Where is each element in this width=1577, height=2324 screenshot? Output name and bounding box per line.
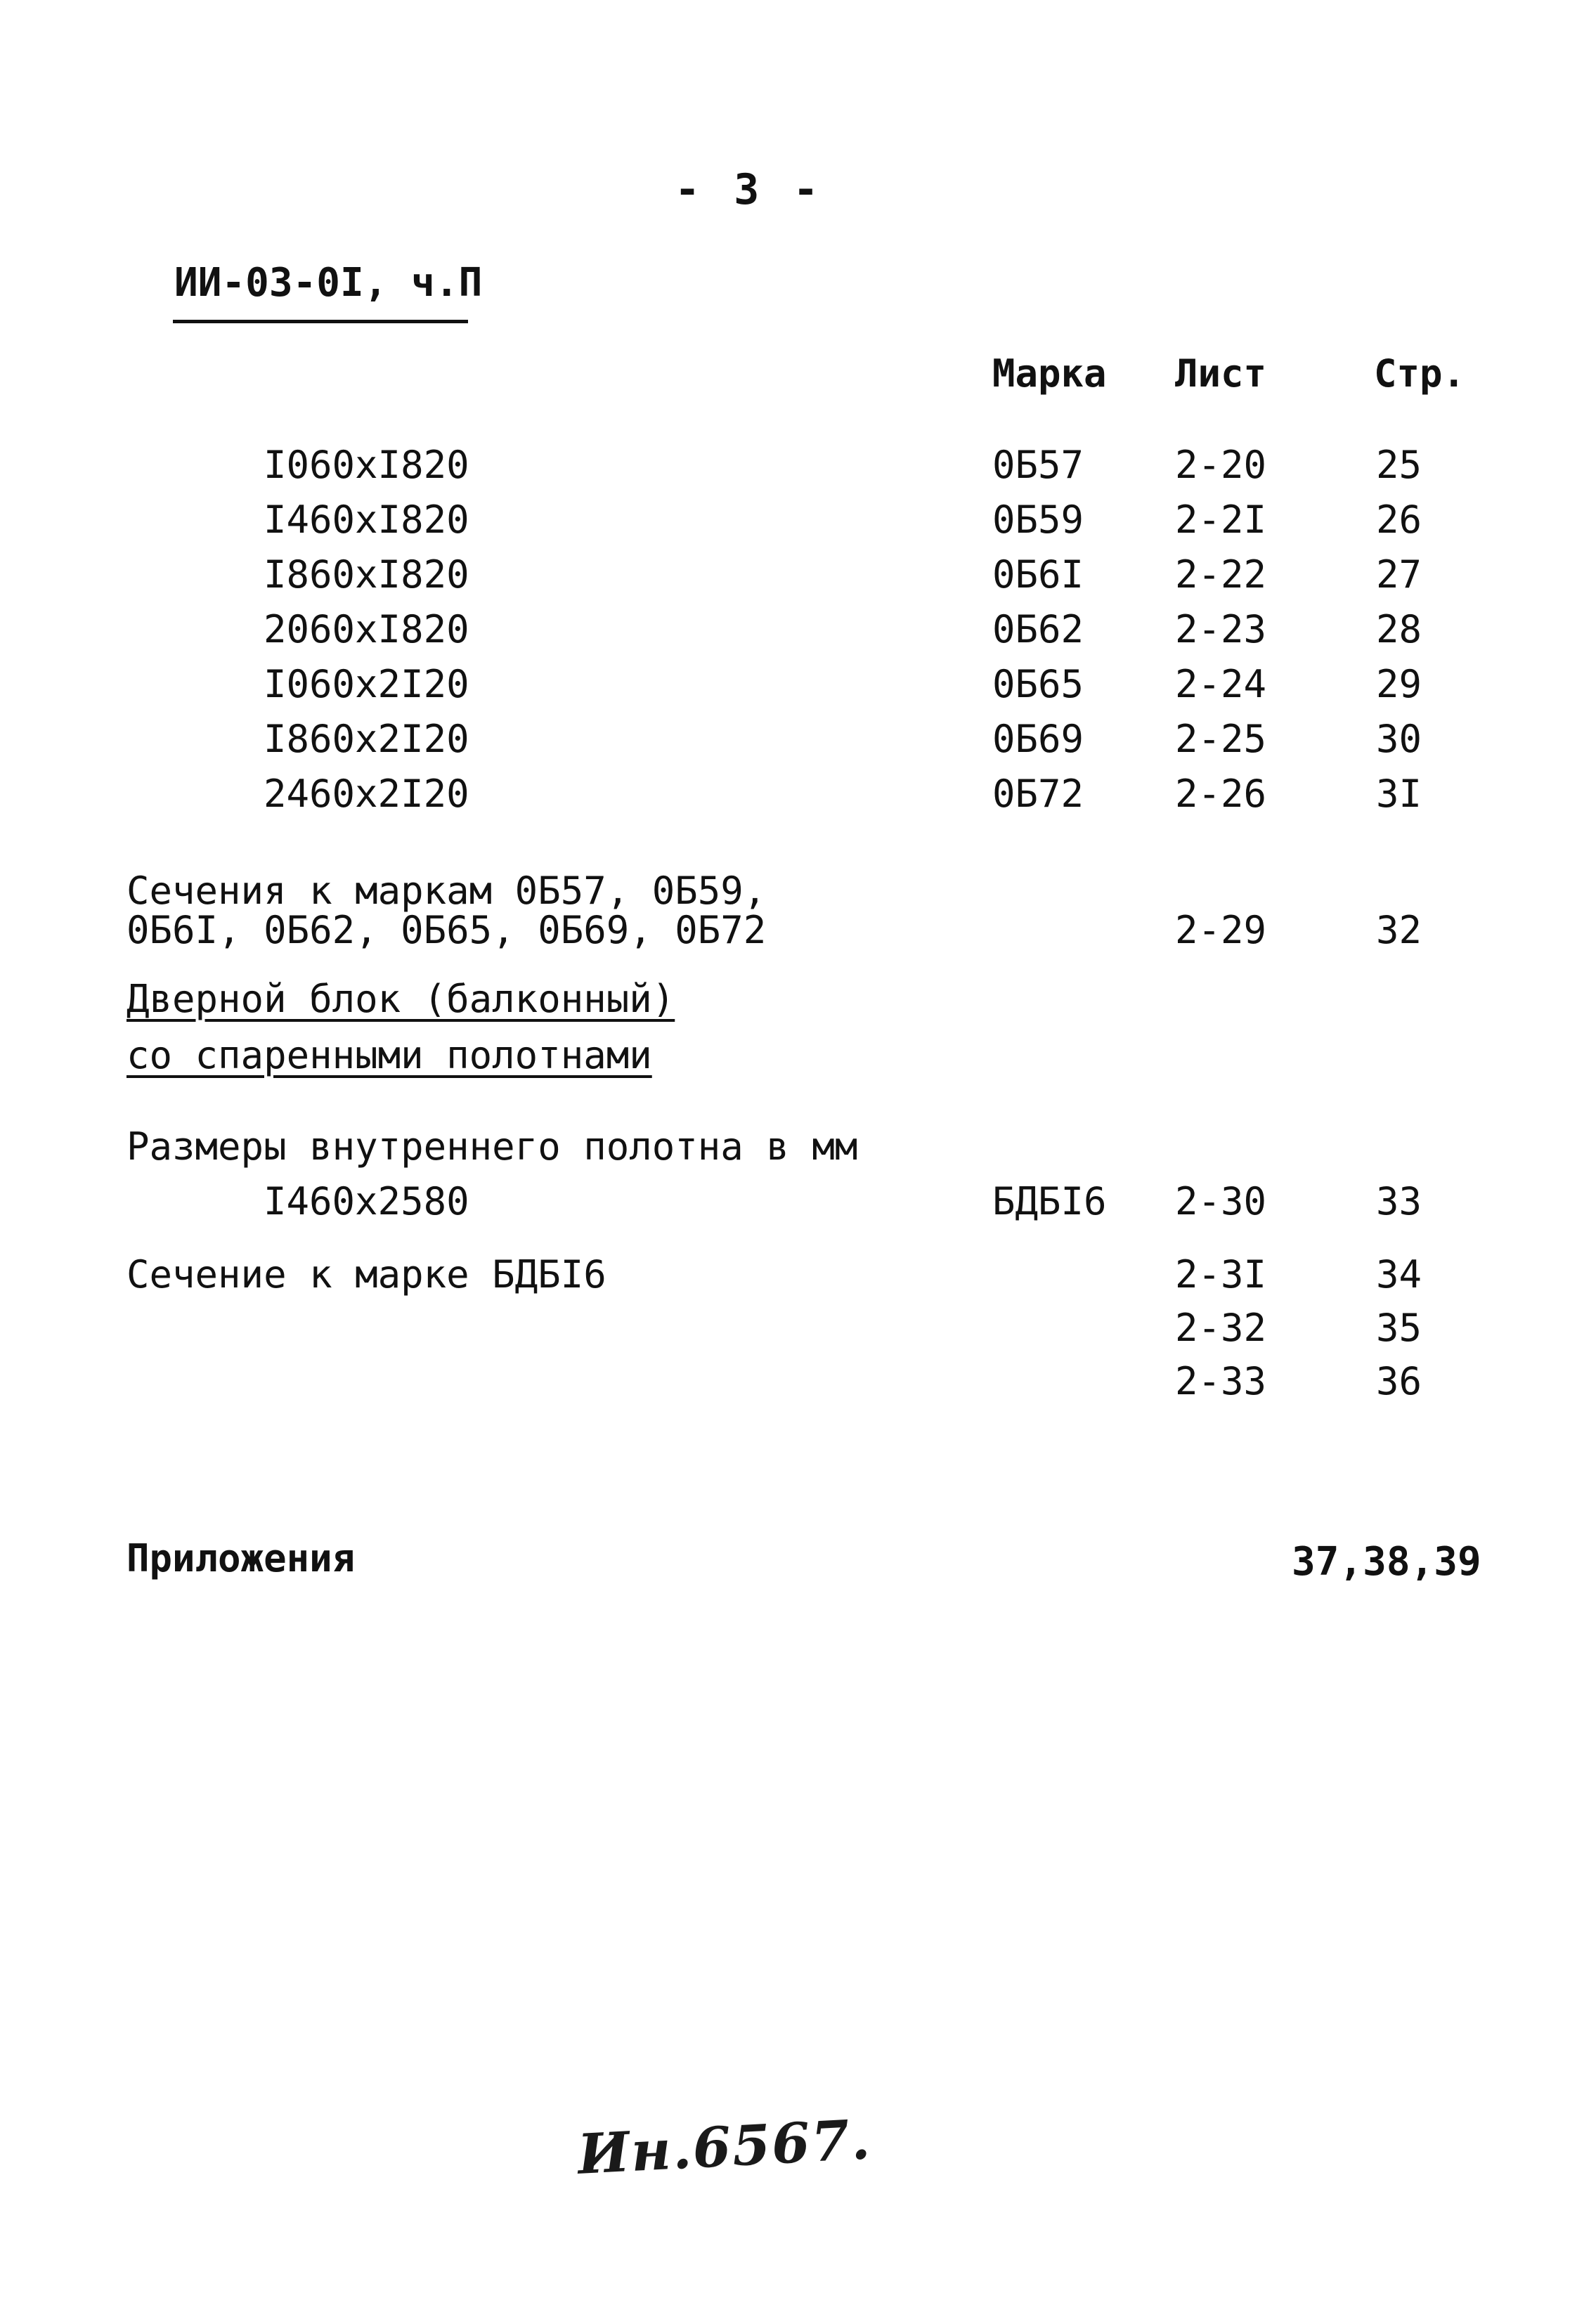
- row-marka: 0Б65: [992, 662, 1084, 706]
- row-list: 2-2I: [1175, 498, 1267, 542]
- table-row: [0, 1252, 1577, 1307]
- row-page: 33: [1376, 1179, 1422, 1223]
- row-marka: 0Б59: [992, 498, 1084, 542]
- row-marka: БДБI6: [992, 1179, 1107, 1223]
- sections-page: 32: [1376, 908, 1422, 952]
- row-list: 2-30: [1175, 1179, 1267, 1223]
- row-list: 2-26: [1175, 772, 1267, 816]
- row-size: I460xI820: [264, 498, 469, 542]
- row-page: 34: [1376, 1252, 1422, 1297]
- document-code: ИИ-03-0I, ч.П: [174, 260, 483, 306]
- table-row: [0, 607, 1577, 662]
- row-size: I860xI820: [264, 552, 469, 597]
- row-page: 26: [1376, 498, 1422, 542]
- row-size: 2060xI820: [264, 607, 469, 651]
- door-block-title-line2: со спаренными полотнами: [126, 1033, 652, 1077]
- table-row: [0, 772, 1577, 826]
- row-list: 2-23: [1175, 607, 1267, 651]
- row-list: 2-3I: [1175, 1252, 1267, 1297]
- table-row: [0, 1306, 1577, 1361]
- table-row: [0, 1359, 1577, 1414]
- row-list: 2-25: [1175, 717, 1267, 761]
- appendix-label: Приложения: [126, 1536, 356, 1580]
- row-page: 36: [1376, 1359, 1422, 1403]
- table-row: [0, 498, 1577, 552]
- row-marka: 0Б6I: [992, 552, 1084, 597]
- appendix-pages: 37,38,39: [1292, 1539, 1481, 1585]
- header-list: Лист: [1175, 351, 1267, 396]
- row-page: 27: [1376, 552, 1422, 597]
- page-number: - 3 -: [675, 165, 823, 214]
- sections-list: 2-29: [1175, 908, 1267, 952]
- row-page: 3I: [1376, 772, 1422, 816]
- row-page: 30: [1376, 717, 1422, 761]
- row-size: 2460x2I20: [264, 772, 469, 816]
- row-list: 2-32: [1175, 1306, 1267, 1350]
- row-marka: 0Б72: [992, 772, 1084, 816]
- row-page: 29: [1376, 662, 1422, 706]
- row-list: 2-20: [1175, 443, 1267, 487]
- table-row: [0, 443, 1577, 498]
- header-marka: Марка: [992, 351, 1107, 396]
- sections-text-line2: 0Б6I, 0Б62, 0Б65, 0Б69, 0Б72: [126, 908, 767, 952]
- row-page: 28: [1376, 607, 1422, 651]
- sections-text-line1: Сечения к маркам 0Б57, 0Б59,: [126, 869, 767, 913]
- row-size: I860x2I20: [264, 717, 469, 761]
- row-page: 25: [1376, 443, 1422, 487]
- row-list: 2-22: [1175, 552, 1267, 597]
- table-row: [0, 1179, 1577, 1234]
- section-bdb-label: Сечение к марке БДБI6: [126, 1252, 606, 1297]
- row-marka: 0Б62: [992, 607, 1084, 651]
- table-row: [0, 662, 1577, 717]
- table-row: [0, 717, 1577, 772]
- table-row: [0, 552, 1577, 607]
- document-code-underline: [173, 320, 468, 323]
- header-page: Стр.: [1374, 351, 1466, 396]
- handwritten-inventory-note: Ин.6567.: [576, 2108, 874, 2187]
- inner-size-label: Размеры внутреннего полотна в мм: [126, 1124, 858, 1169]
- row-list: 2-33: [1175, 1359, 1267, 1403]
- row-size: I060x2I20: [264, 662, 469, 706]
- row-marka: 0Б57: [992, 443, 1084, 487]
- row-marka: 0Б69: [992, 717, 1084, 761]
- row-list: 2-24: [1175, 662, 1267, 706]
- row-size: I460x2580: [264, 1179, 469, 1223]
- door-block-title-line1: Дверной блок (балконный): [126, 977, 675, 1021]
- row-size: I060xI820: [264, 443, 469, 487]
- row-page: 35: [1376, 1306, 1422, 1350]
